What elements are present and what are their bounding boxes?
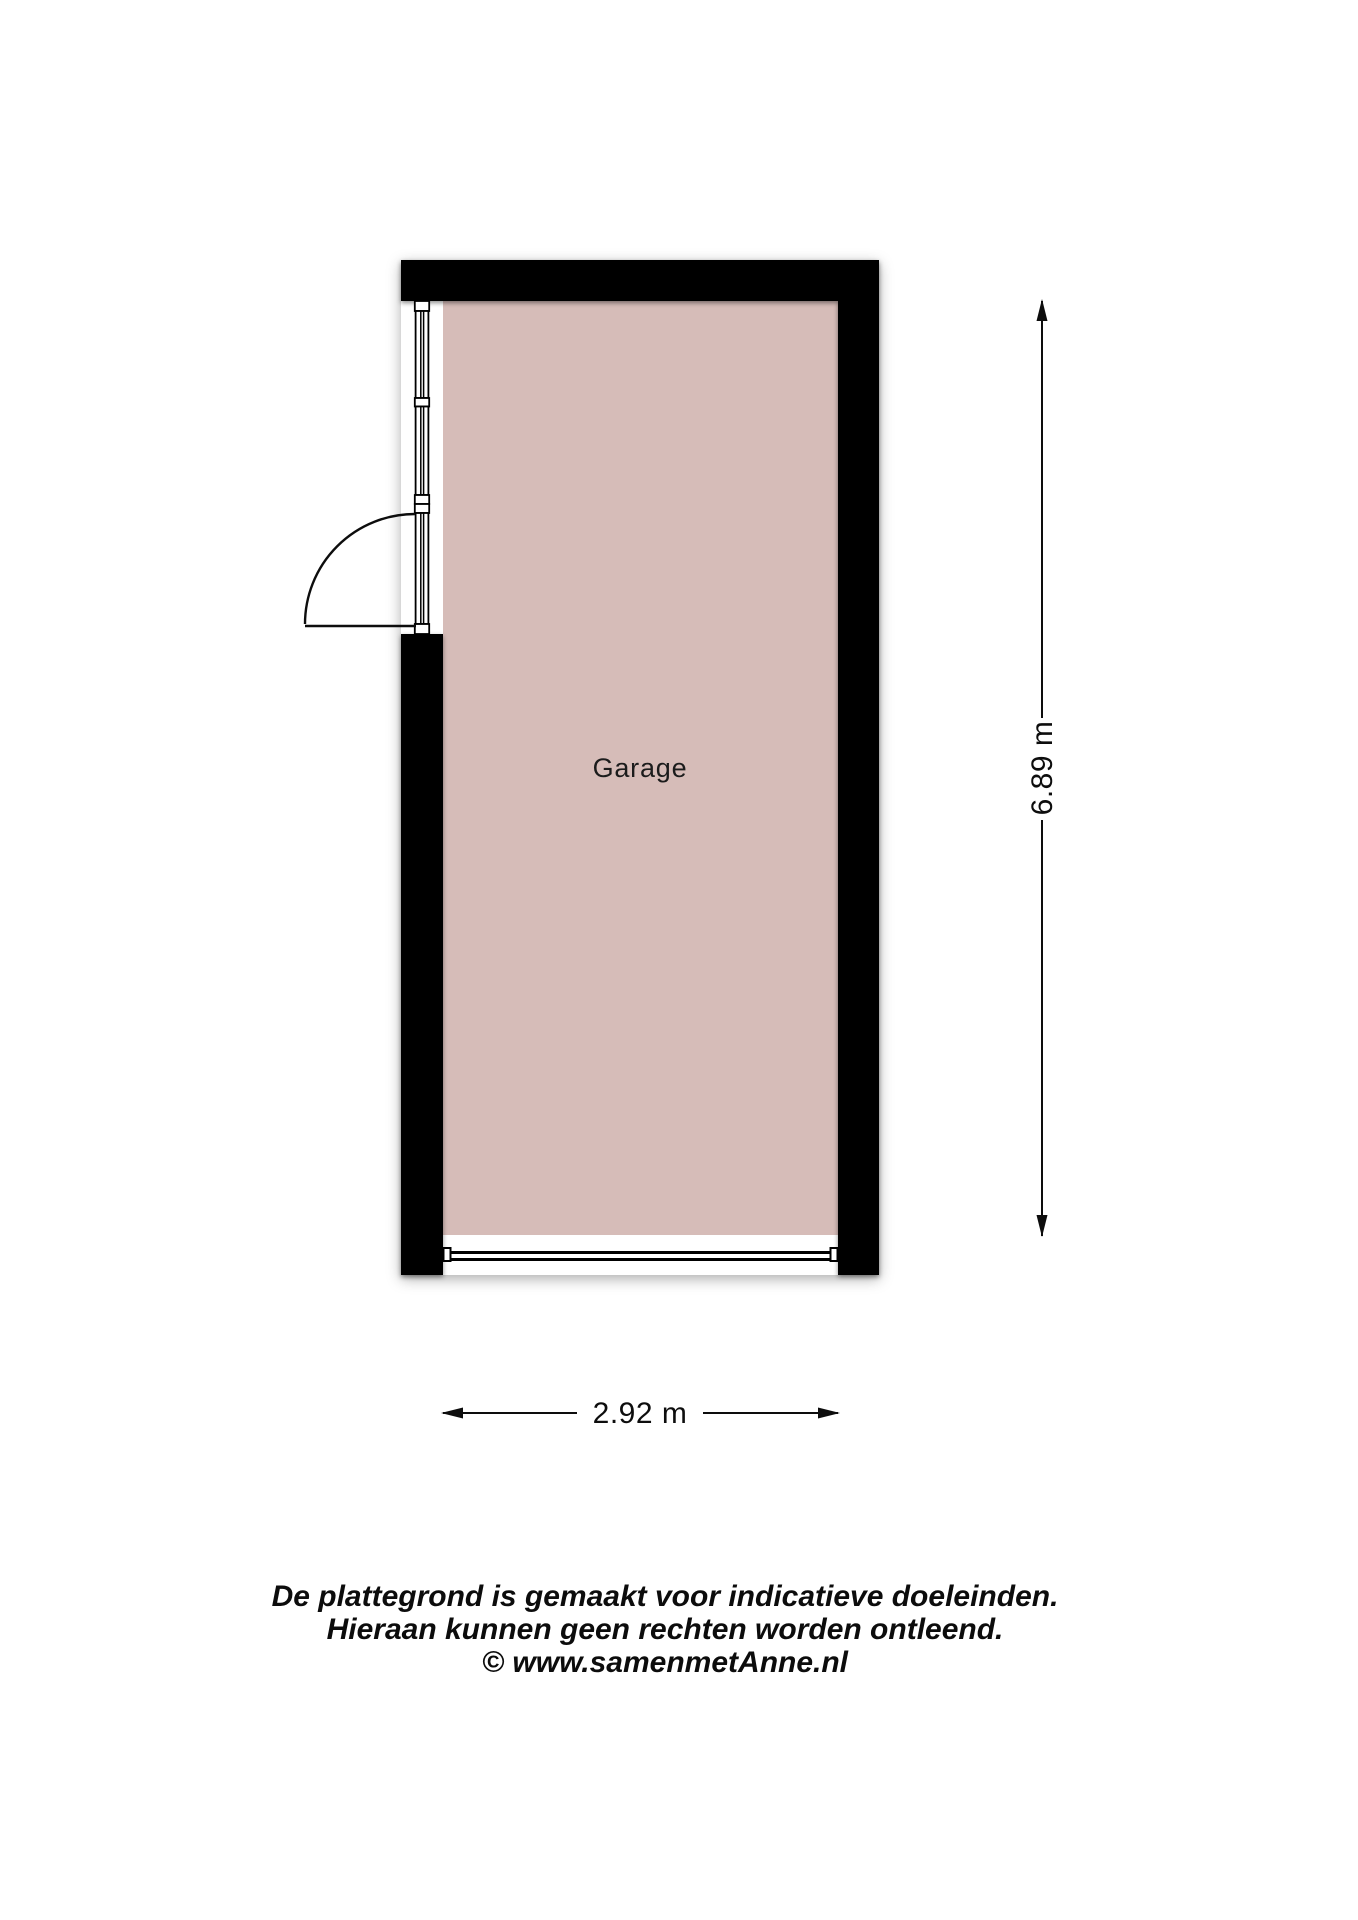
wall-left-lower: [401, 634, 443, 1275]
garage-door-endcap-left: [444, 1248, 451, 1261]
window-divider-box: [415, 398, 429, 407]
disclaimer-line-1: De plattegrond is gemaakt voor indicatieve doeleinden.: [271, 1580, 1059, 1613]
room-label: Garage: [592, 753, 688, 783]
window-pane-upper: [416, 311, 429, 398]
window-pane-lower: [416, 407, 429, 496]
dimension-height-label: 6.89 m: [1026, 720, 1059, 816]
door-frame-box-top: [415, 495, 429, 504]
dimension-width-label: 2.92 m: [592, 1397, 688, 1430]
arrow-down-icon: [1037, 1215, 1048, 1237]
door-leaf-closed: [415, 513, 429, 634]
disclaimer-footer: [0, 1580, 1330, 1679]
garage-door-endcap-right: [831, 1248, 838, 1261]
disclaimer-line-2: Hieraan kunnen geen rechten worden ontleend.: [326, 1613, 1004, 1646]
door-swing-arc: [305, 514, 415, 624]
dimension-horizontal: [441, 1397, 840, 1430]
wall-top: [401, 260, 879, 301]
dimension-vertical: [1026, 299, 1059, 1237]
arrow-left-icon: [441, 1408, 463, 1419]
door-hinge-box: [415, 624, 429, 634]
window-symbol: [415, 301, 429, 513]
door-frame-box-bottom: [415, 504, 429, 513]
arrow-right-icon: [818, 1408, 840, 1419]
arrow-up-icon: [1037, 299, 1048, 321]
window-sill-box: [415, 301, 429, 311]
wall-right: [838, 301, 879, 1275]
disclaimer-line-3: © www.samenmetAnne.nl: [481, 1646, 849, 1679]
